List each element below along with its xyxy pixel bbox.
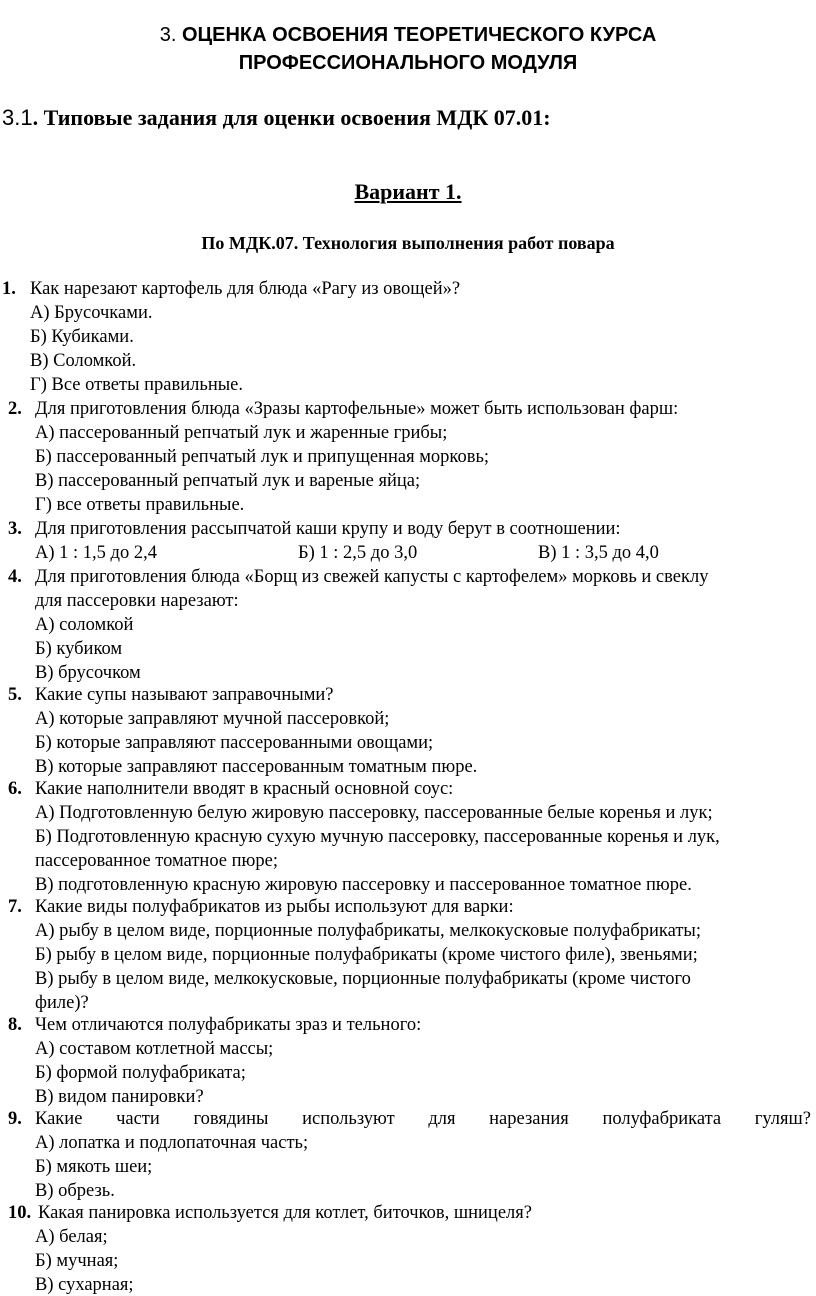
- answer-option: А) которые заправляют мучной пассеровкой;: [35, 709, 390, 729]
- answer-option: Г) Все ответы правильные.: [30, 375, 243, 395]
- answer-option: А) пассерованный репчатый лук и жаренные грибы;: [35, 423, 448, 443]
- answer-option: Б) пассерованный репчатый лук и припущенная морковь;: [35, 447, 490, 467]
- answer-option: В) 1 : 3,5 до 4,0: [538, 543, 659, 563]
- answer-option: Б) формой полуфабриката;: [35, 1063, 246, 1083]
- answer-option: Б) которые заправляют пассерованными овощами;: [35, 733, 434, 753]
- question-number: 6.: [8, 779, 22, 799]
- variant-heading: Вариант 1.: [354, 179, 462, 204]
- question-text: Какие части говядины используют для нарезания полуфабриката гуляш?: [35, 1109, 811, 1129]
- question-number: 1.: [2, 279, 16, 299]
- document-title: [0, 22, 816, 48]
- question-text: Для приготовления рассыпчатой каши крупу и воду берут в соотношении:: [35, 519, 621, 539]
- answer-option: Б) кубиком: [35, 639, 123, 659]
- answer-option: Б) Кубиками.: [30, 327, 134, 347]
- answer-option: Б) мякоть шеи;: [35, 1157, 153, 1177]
- question-number: 8.: [8, 1015, 22, 1035]
- question-number: 10.: [8, 1203, 32, 1223]
- answer-option-cont: пассерованное томатное пюре;: [35, 851, 278, 871]
- answer-option: А) составом котлетной массы;: [35, 1039, 274, 1059]
- answer-option: Б) Подготовленную красную сухую мучную пассеровку, пассерованные коренья и лук,: [35, 827, 720, 847]
- section-heading: [2, 104, 551, 132]
- question-text: Какие наполнители вводят в красный основной соус:: [35, 779, 454, 799]
- answer-option: А) соломкой: [35, 615, 134, 635]
- question-number: 4.: [8, 567, 22, 587]
- answer-option: В) сухарная;: [35, 1275, 134, 1295]
- section-title: . Типовые задания для оценки освоения МДК 07.01:: [32, 105, 551, 130]
- question-text: Для приготовления блюда «Зразы картофельные» может быть использован фарш:: [35, 399, 679, 419]
- answer-option: А) Брусочками.: [30, 303, 153, 323]
- answer-option: В) брусочком: [35, 663, 141, 683]
- title-number: 3.: [159, 24, 177, 46]
- answer-option: А) белая;: [35, 1227, 108, 1247]
- question-text: Какие виды полуфабрикатов из рыбы используют для варки:: [35, 897, 514, 917]
- answer-option: Б) 1 : 2,5 до 3,0: [298, 543, 418, 563]
- question-text: Для приготовления блюда «Борщ из свежей капусты с картофелем» морковь и свеклу: [35, 567, 709, 587]
- title-line-1: ОЦЕНКА ОСВОЕНИЯ ТЕОРЕТИЧЕСКОГО КУРСА: [181, 24, 657, 46]
- answer-option: В) видом панировки?: [35, 1087, 204, 1107]
- answer-option: В) подготовленную красную жировую пассеровку и пассерованное томатное пюре.: [35, 875, 692, 895]
- question-number: 5.: [8, 685, 22, 705]
- answer-option: Б) мучная;: [35, 1251, 119, 1271]
- answer-option: А) лопатка и подлопаточная часть;: [35, 1133, 309, 1153]
- answer-option: В) которые заправляют пассерованным томатным пюре.: [35, 757, 478, 777]
- question-text: Какая панировка используется для котлет, биточков, шницеля?: [38, 1203, 532, 1223]
- question-text: Чем отличаются полуфабрикаты зраз и тельного:: [35, 1015, 422, 1035]
- answer-option: В) рыбу в целом виде, мелкокусковые, порционные полуфабрикаты (кроме чистого: [35, 969, 691, 989]
- question-text-cont: для пассеровки нарезают:: [35, 591, 239, 611]
- question-number: 2.: [8, 399, 22, 419]
- title-line-2: ПРОФЕССИОНАЛЬНОГО МОДУЛЯ: [238, 52, 578, 74]
- answer-option: В) Соломкой.: [30, 351, 137, 371]
- answer-option: А) 1 : 1,5 до 2,4: [35, 543, 157, 563]
- answer-option: Г) все ответы правильные.: [35, 495, 245, 515]
- subtitle: По МДК.07. Технология выполнения работ повара: [201, 233, 615, 253]
- answer-option: А) Подготовленную белую жировую пассеровку, пассерованные белые коренья и лук;: [35, 803, 713, 823]
- question-number: 9.: [8, 1109, 22, 1129]
- answer-option: В) пассерованный репчатый лук и вареные яйца;: [35, 471, 421, 491]
- answer-option: Б) рыбу в целом виде, порционные полуфабрикаты (кроме чистого филе), звеньями;: [35, 945, 698, 965]
- question-text: Как нарезают картофель для блюда «Рагу из овощей»?: [30, 279, 461, 299]
- question-text: Какие супы называют заправочными?: [35, 685, 334, 705]
- answer-option: А) рыбу в целом виде, порционные полуфабрикаты, мелкокусковые полуфабрикаты;: [35, 921, 701, 941]
- section-number: 3.1: [2, 105, 33, 130]
- question-number: 7.: [8, 897, 22, 917]
- question-number: 3.: [8, 519, 22, 539]
- answer-option: В) обрезь.: [35, 1181, 115, 1201]
- answer-option-cont: филе)?: [35, 993, 89, 1013]
